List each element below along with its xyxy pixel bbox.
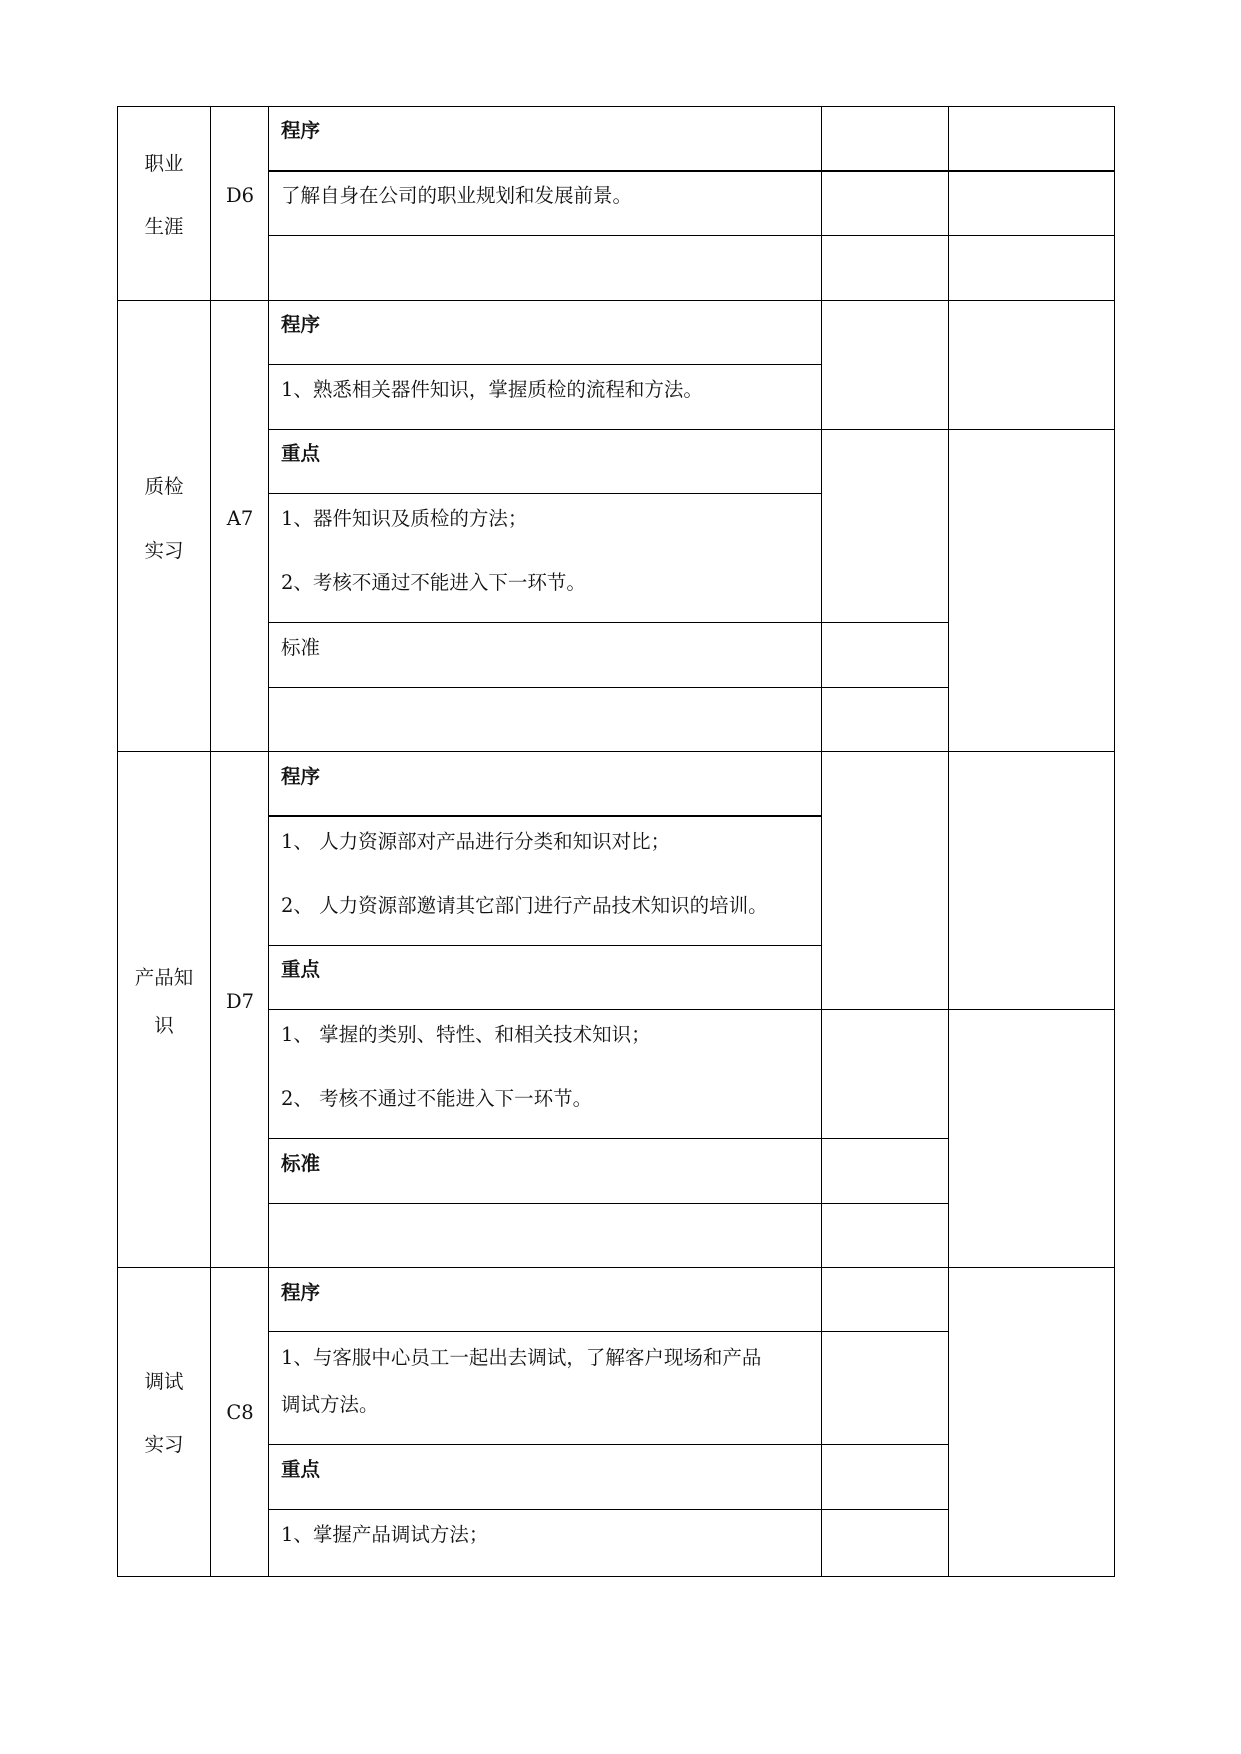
item-code: C8: [226, 1401, 254, 1424]
row-divider: [268, 1331, 949, 1332]
key-points-text: 2、 考核不通过不能进入下一环节。: [281, 1087, 593, 1110]
row-divider: [268, 1138, 949, 1139]
table-border-left: [117, 106, 118, 1577]
row-divider: [268, 1444, 949, 1445]
item-code: A7: [226, 507, 254, 530]
column-divider-content: [821, 106, 822, 1577]
row-divider: [268, 815, 822, 817]
procedure-heading: 程序: [281, 765, 321, 788]
row-divider: [268, 687, 949, 688]
key-points-heading: 重点: [281, 442, 321, 465]
procedure-text: 了解自身在公司的职业规划和发展前景。: [281, 184, 633, 207]
row-divider: [268, 493, 822, 494]
procedure-text: 1、熟悉相关器件知识，掌握质检的流程和方法。: [281, 378, 703, 401]
row-divider: [268, 1203, 949, 1204]
table-border-bottom: [117, 1576, 1115, 1577]
procedure-heading: 程序: [281, 313, 321, 336]
row-divider: [268, 364, 822, 365]
table-border-top: [117, 106, 1115, 107]
category-label-line1: 产品知: [134, 966, 194, 989]
column-divider-code: [268, 106, 269, 1577]
item-code: D7: [225, 990, 255, 1013]
column-divider-col4: [948, 106, 949, 1577]
key-points-text: 1、 掌握的类别、特性、和相关技术知识；: [281, 1023, 651, 1046]
section-divider-2: [117, 751, 1115, 752]
category-label-line2: 生涯: [144, 215, 184, 238]
standard-heading: 标准: [281, 636, 321, 659]
key-points-text: 2、考核不通过不能进入下一环节。: [281, 571, 586, 594]
key-points-heading: 重点: [281, 958, 321, 981]
key-points-text: 1、掌握产品调试方法；: [281, 1523, 489, 1546]
procedure-heading: 程序: [281, 1281, 321, 1304]
procedure-text: 调试方法。: [281, 1393, 379, 1416]
category-label-line2: 实习: [144, 539, 184, 562]
key-points-heading: 重点: [281, 1458, 321, 1481]
row-divider: [268, 622, 949, 623]
category-label-line1: 调试: [144, 1370, 184, 1393]
procedure-text: 2、 人力资源部邀请其它部门进行产品技术知识的培训。: [281, 894, 768, 917]
column-divider-category: [210, 106, 211, 1577]
category-label-line2: 识: [154, 1014, 174, 1037]
item-code: D6: [225, 184, 255, 207]
standard-heading: 标准: [281, 1152, 321, 1175]
section-divider-3: [117, 1267, 1115, 1268]
key-points-text: 1、器件知识及质检的方法；: [281, 507, 528, 530]
row-divider: [268, 429, 1115, 430]
row-divider: [268, 170, 1115, 172]
category-label-line2: 实习: [144, 1433, 184, 1456]
row-divider: [268, 1009, 1115, 1010]
row-divider: [268, 235, 1115, 236]
procedure-heading: 程序: [281, 119, 321, 142]
procedure-text: 1、与客服中心员工一起出去调试，了解客户现场和产品: [281, 1346, 762, 1369]
section-divider-1: [117, 300, 1115, 301]
category-label-line1: 职业: [144, 152, 184, 175]
procedure-text: 1、 人力资源部对产品进行分类和知识对比；: [281, 830, 671, 853]
table-border-right: [1114, 106, 1115, 1577]
row-divider: [268, 1509, 949, 1510]
row-divider: [268, 945, 822, 946]
category-label-line1: 质检: [144, 475, 184, 498]
